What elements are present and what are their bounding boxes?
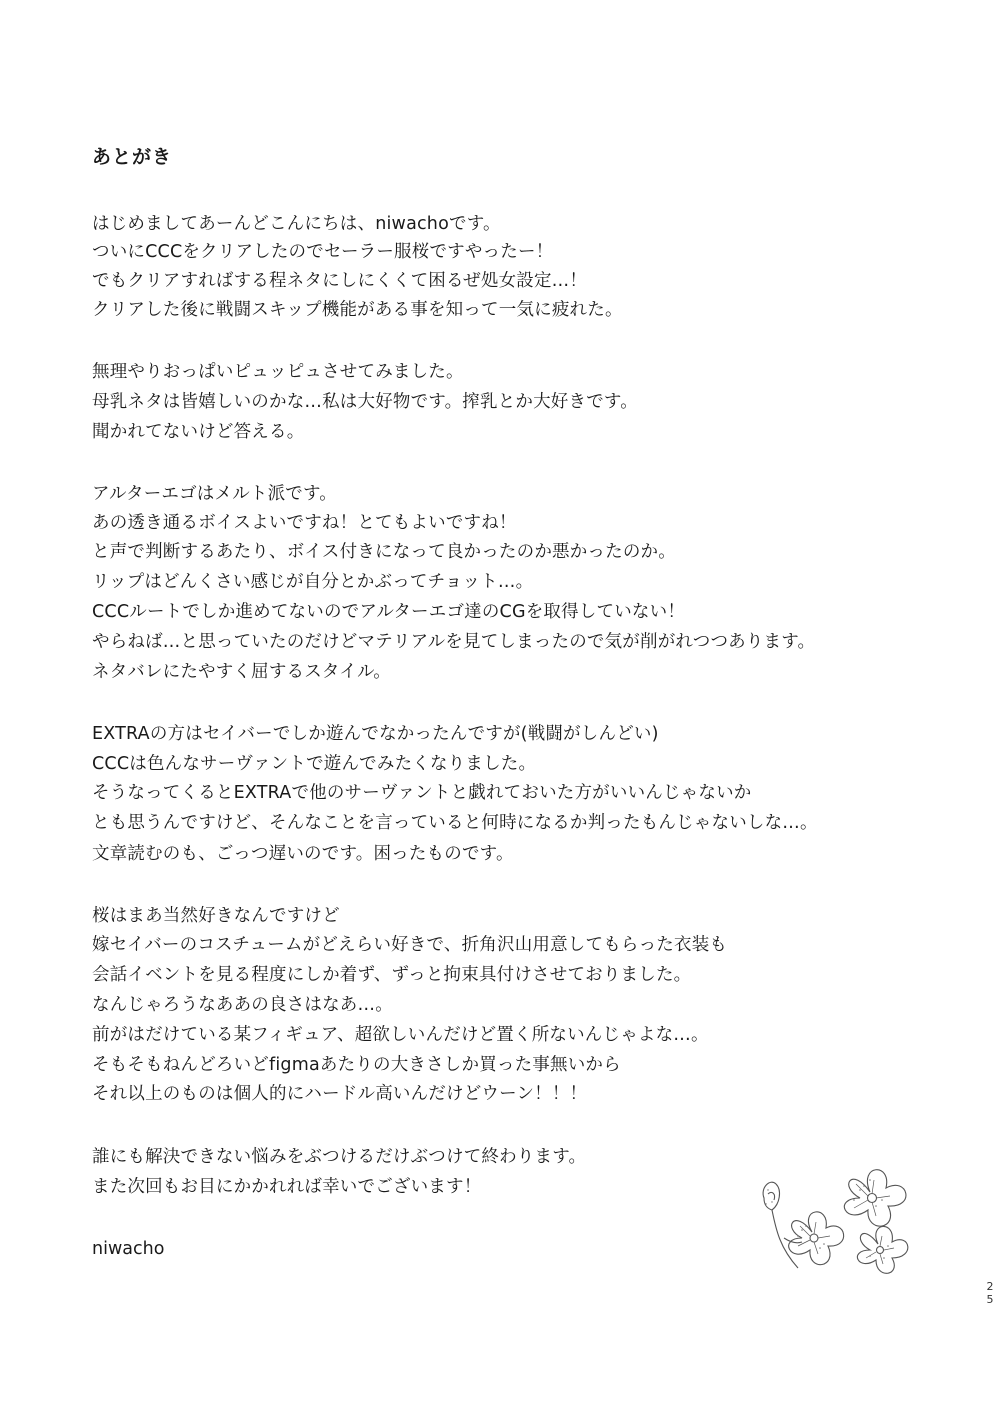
- text-line: また次回もお目にかかれれば幸いでございます！: [92, 1177, 482, 1197]
- text-line: 誰にも解決できない悩みをぶつけるだけぶつけて終わります。: [92, 1147, 587, 1167]
- text-line: やらねば…と思っていたのだけどマテリアルを見てしまったので気が削がれつつあります。: [92, 632, 816, 652]
- text-line: 文章読むのも、ごっつ遅いのです。困ったものです。: [92, 844, 514, 864]
- text-line: EXTRAの方はセイバーでしか遊んでなかったんですが(戦闘がしんどい): [92, 724, 659, 744]
- text-line: アルターエゴはメルト派です。: [92, 484, 337, 504]
- text-line: 桜はまあ当然好きなんですけど: [92, 906, 340, 926]
- text-line: 無理やりおっぱいピュッピュさせてみました。: [92, 362, 464, 382]
- text-line: あの透き通るボイスよいですね！とてもよいですね！: [92, 513, 517, 533]
- text-line: とも思うんですけど、そんなことを言っていると何時になるか判ったもんじゃないしな…。: [92, 813, 818, 833]
- text-line: 嫁セイバーのコスチュームがどえらい好きで、折角沢山用意してもらった衣装も: [92, 935, 728, 955]
- page-number: 25: [986, 1280, 994, 1306]
- text-line: リップはどんくさい感じが自分とかぶってチョット…。: [92, 572, 534, 592]
- text-line: ネタバレにたやすく屈するスタイル。: [92, 662, 391, 682]
- text-line: そうなってくるとEXTRAで他のサーヴァントと戯れておいた方がいいんじゃないか: [92, 783, 752, 803]
- text-line: はじめましてあーんどこんにちは、niwachoです。: [92, 214, 501, 234]
- text-line: CCCルートでしか進めてないのでアルターエゴ達のCGを取得していない！: [92, 602, 686, 622]
- text-line: クリアした後に戦闘スキップ機能がある事を知って一気に疲れた。: [92, 300, 623, 320]
- text-line: ついにCCCをクリアしたのでセーラー服桜ですやったー！: [92, 242, 554, 262]
- author-signature: niwacho: [92, 1239, 165, 1259]
- text-line: 会話イベントを見る程度にしか着ず、ずっと拘束具付けさせておりました。: [92, 965, 692, 985]
- flower-illustration: [750, 1160, 920, 1285]
- text-line: でもクリアすればする程ネタにしにくくて困るぜ処女設定…！: [92, 271, 588, 291]
- text-line: と声で判断するあたり、ボイス付きになって良かったのか悪かったのか。: [92, 542, 676, 562]
- text-line: そもそもねんどろいどfigmaあたりの大きさしか買った事無いから: [92, 1055, 621, 1075]
- text-line: 母乳ネタは皆嬉しいのかな…私は大好物です。搾乳とか大好きです。: [92, 392, 638, 412]
- text-line: なんじゃろうなああの良さはなあ…。: [92, 995, 393, 1015]
- text-line: それ以上のものは個人的にハードル高いんだけどウーン！！！: [92, 1084, 588, 1104]
- page-title: あとがき: [92, 146, 173, 168]
- text-line: CCCは色んなサーヴァントで遊んでみたくなりました。: [92, 754, 537, 774]
- text-line: 前がはだけている某フィギュア、超欲しいんだけど置く所ないんじゃよな…。: [92, 1025, 709, 1045]
- text-line: 聞かれてないけど答える。: [92, 422, 305, 442]
